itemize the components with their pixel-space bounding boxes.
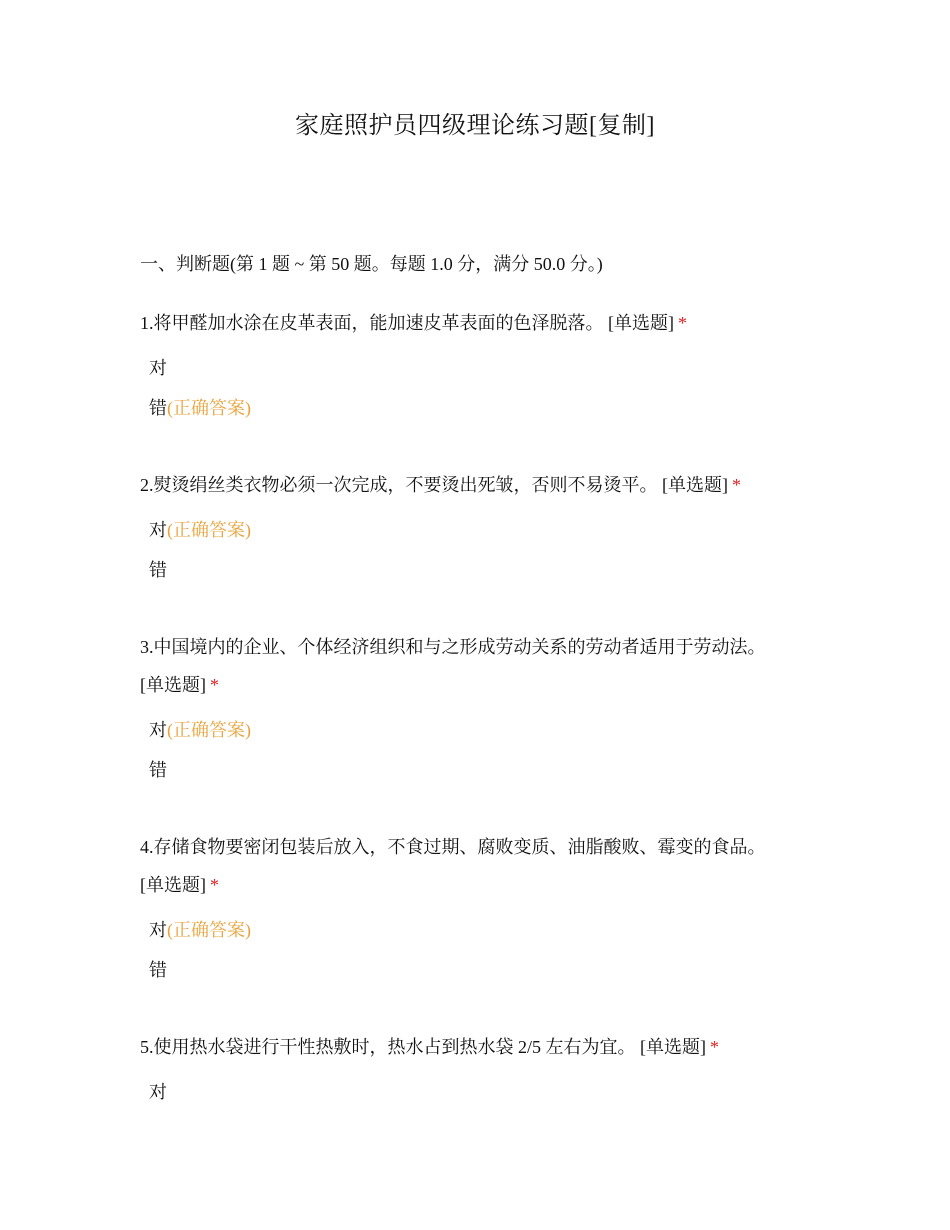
option-false[interactable]: 错(正确答案) bbox=[149, 398, 251, 418]
question-5 bbox=[140, 1028, 790, 1112]
option-true[interactable]: 对(正确答案) bbox=[149, 720, 251, 740]
question-type: [单选题] bbox=[140, 675, 206, 695]
options-list bbox=[140, 710, 790, 790]
question-text: 4.存储食物要密闭包装后放入，不食过期、腐败变质、油脂酸败、霉变的食品。 [单选题] * bbox=[140, 837, 766, 895]
question-text: 1.将甲醛加水涂在皮革表面，能加速皮革表面的色泽脱落。 [单选题] * bbox=[140, 313, 687, 333]
question-type: [单选题] bbox=[140, 875, 206, 895]
options-list bbox=[140, 910, 790, 990]
question-2 bbox=[140, 466, 790, 590]
question-text: 5.使用热水袋进行干性热敷时，热水占到热水袋 2/5 左右为宜。 [单选题] * bbox=[140, 1037, 719, 1057]
required-marker: * bbox=[710, 1037, 719, 1057]
correct-answer-label: (正确答案) bbox=[167, 920, 251, 940]
correct-answer-label: (正确答案) bbox=[167, 520, 251, 540]
question-type: [单选题] bbox=[640, 1037, 706, 1057]
question-3 bbox=[140, 628, 790, 790]
option-true[interactable]: 对(正确答案) bbox=[149, 920, 251, 940]
section-heading: 一、判断题(第 1 题 ~ 第 50 题。每题 1.0 分，满分 50.0 分。) bbox=[140, 254, 603, 274]
options-list bbox=[140, 1072, 790, 1112]
required-marker: * bbox=[732, 475, 741, 495]
correct-answer-label: (正确答案) bbox=[167, 398, 251, 418]
question-1 bbox=[140, 304, 790, 428]
option-false[interactable]: 错 bbox=[149, 560, 167, 580]
required-marker: * bbox=[210, 675, 219, 695]
question-text: 3.中国境内的企业、个体经济组织和与之形成劳动关系的劳动者适用于劳动法。 [单选题] * bbox=[140, 637, 766, 695]
options-list bbox=[140, 510, 790, 590]
question-text: 2.熨烫绢丝类衣物必须一次完成，不要烫出死皱，否则不易烫平。 [单选题] * bbox=[140, 475, 741, 495]
question-type: [单选题] bbox=[662, 475, 728, 495]
option-true[interactable]: 对(正确答案) bbox=[149, 520, 251, 540]
question-4 bbox=[140, 828, 790, 990]
page-title: 家庭照护员四级理论练习题[复制] bbox=[295, 113, 655, 139]
option-false[interactable]: 错 bbox=[149, 960, 167, 980]
option-true[interactable]: 对 bbox=[149, 358, 167, 378]
required-marker: * bbox=[210, 875, 219, 895]
correct-answer-label: (正确答案) bbox=[167, 720, 251, 740]
question-type: [单选题] bbox=[608, 313, 674, 333]
required-marker: * bbox=[678, 313, 687, 333]
option-false[interactable]: 错 bbox=[149, 760, 167, 780]
options-list bbox=[140, 348, 790, 428]
option-true[interactable]: 对 bbox=[149, 1082, 167, 1102]
